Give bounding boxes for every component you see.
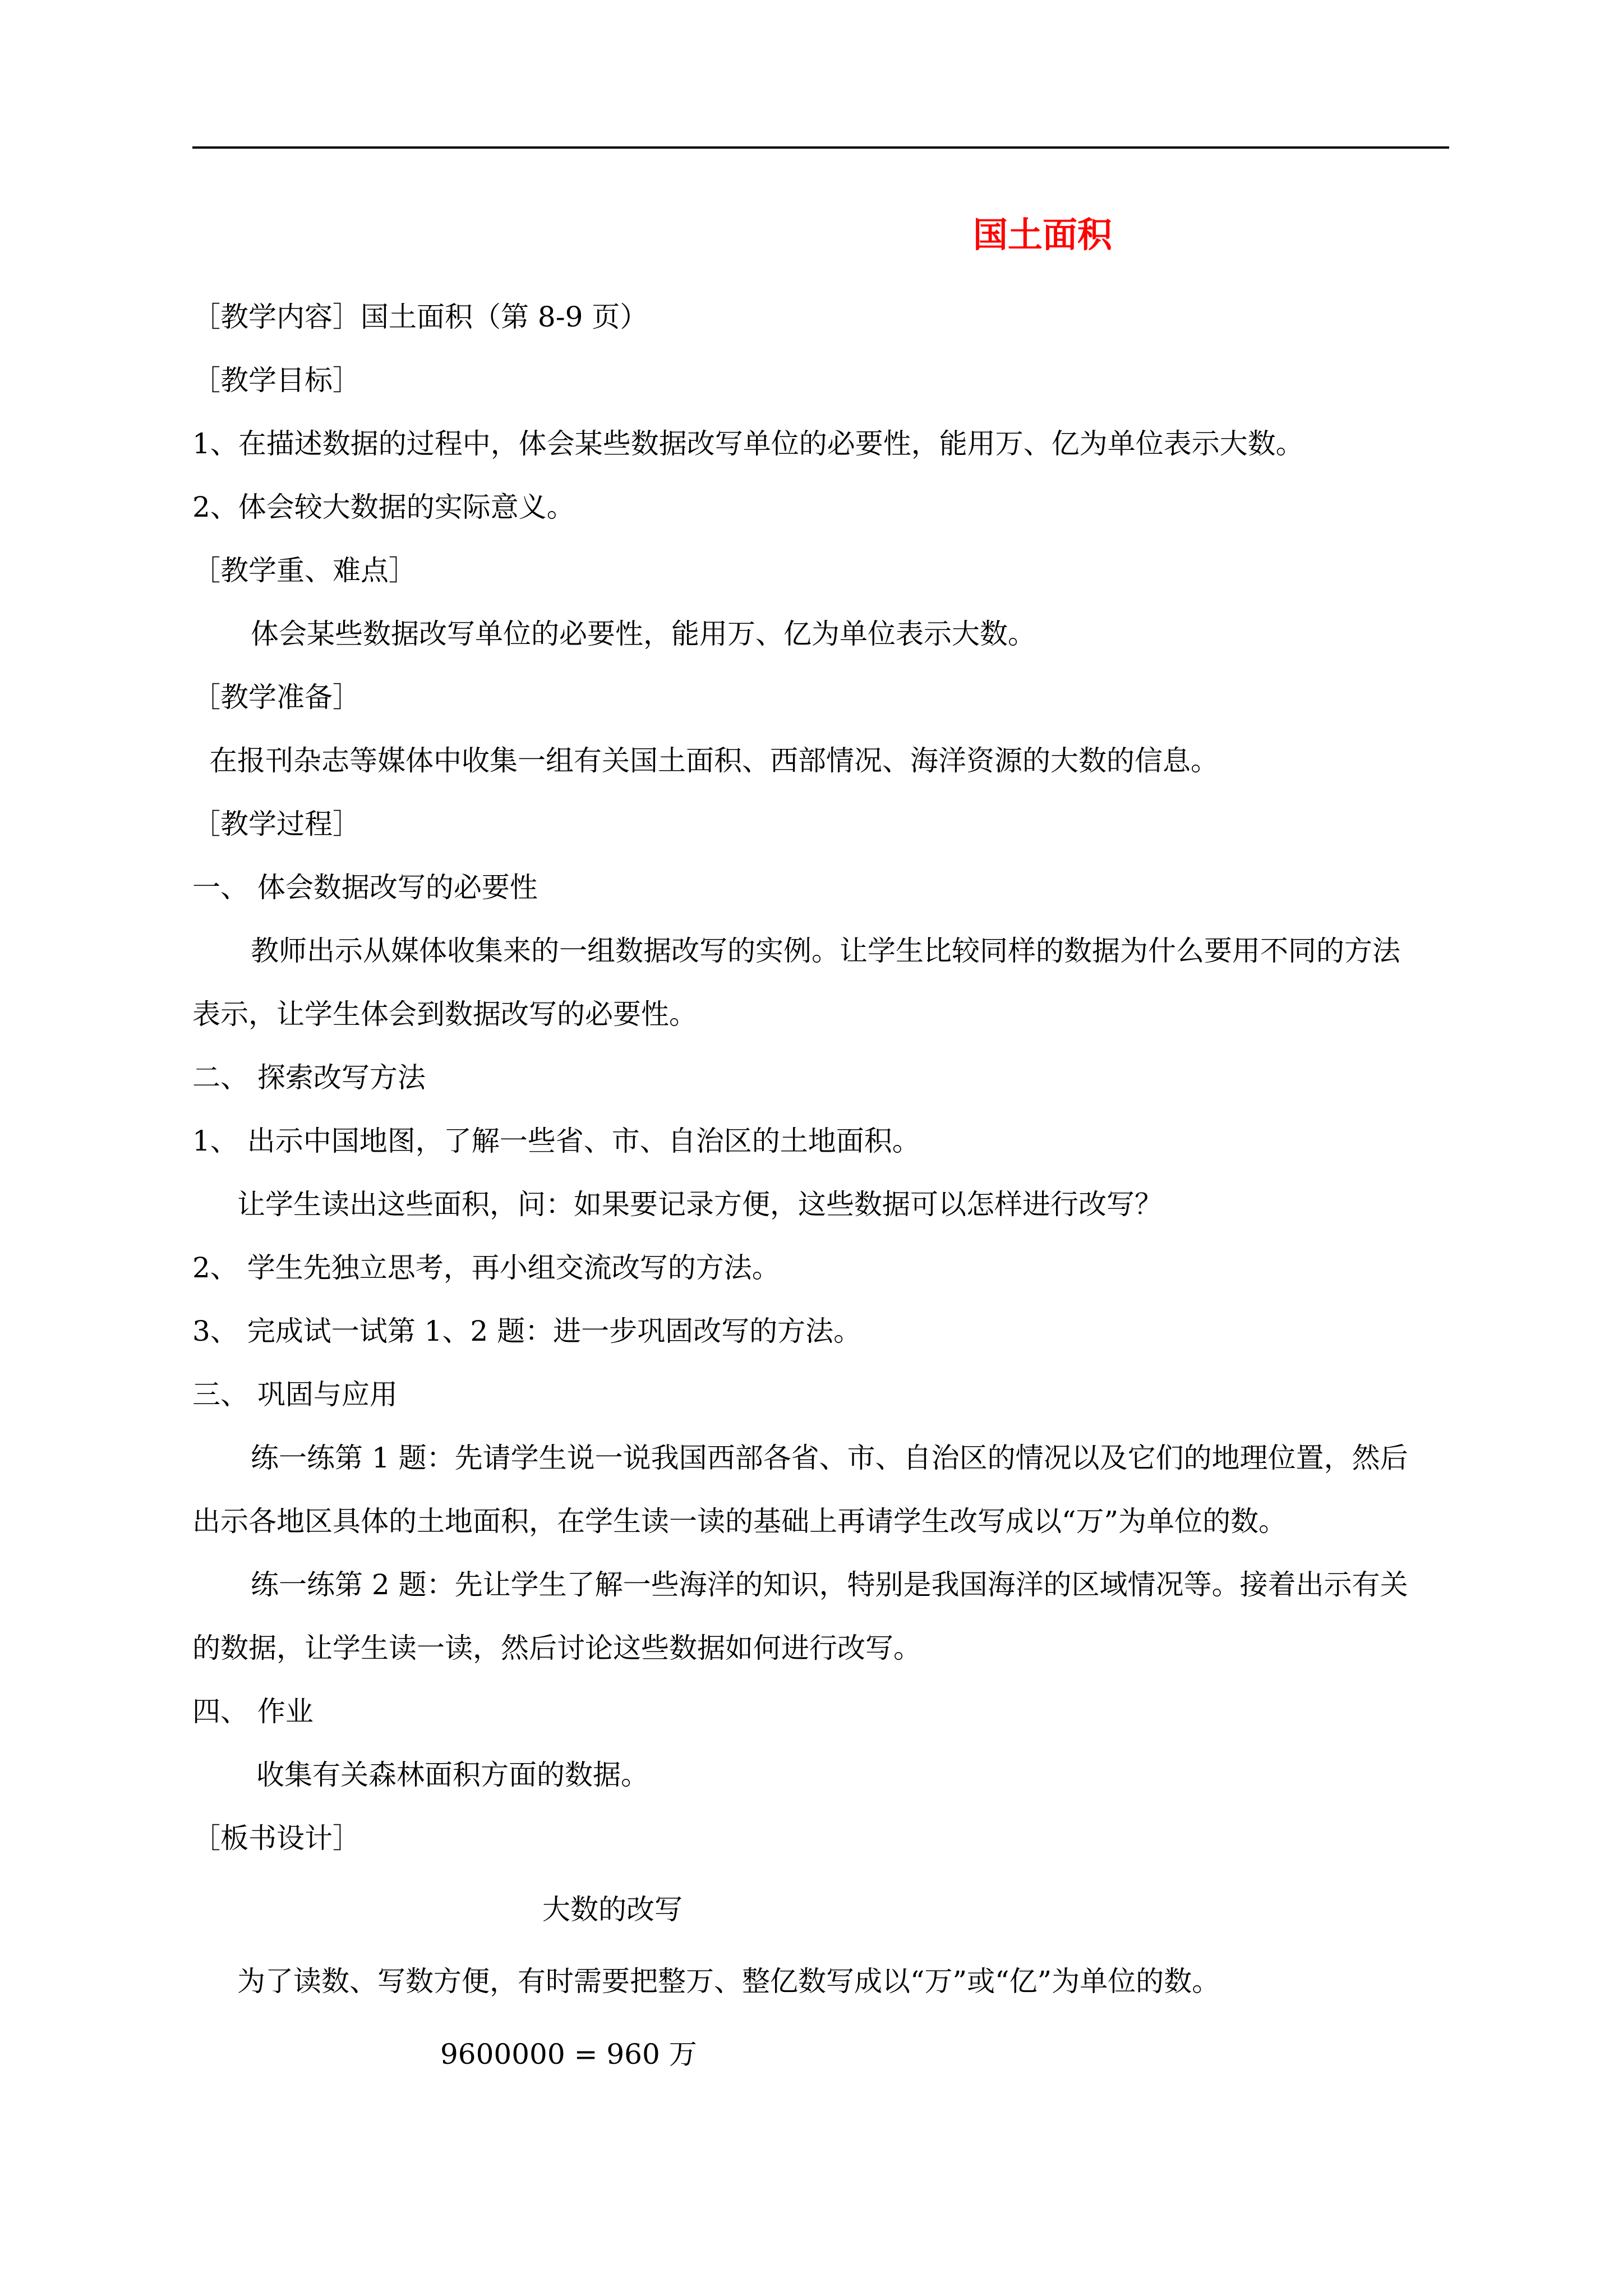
teaching-content-line: ［教学内容］国土面积（第 8-9 页） [192,301,648,333]
process-step-2-item-3: 3、 完成试一试第 1、2 题：进一步巩固改写的方法。 [192,1315,862,1347]
header-rule [192,146,1449,149]
process-step-4-heading: 四、 作业 [192,1695,313,1728]
key-points-text: 体会某些数据改写单位的必要性，能用万、亿为单位表示大数。 [251,618,1036,650]
exercise-1-text-cont: 出示各地区具体的土地面积，在学生读一读的基础上再请学生改写成以“万”为单位的数。 [192,1505,1287,1538]
section-heading-goals: ［教学目标］ [192,364,361,397]
document-title: 国土面积 [973,214,1113,255]
exercise-2-text: 练一练第 2 题：先让学生了解一些海洋的知识，特别是我国海洋的区域情况等。接着出示有关 [251,1568,1408,1601]
process-step-1-heading: 一、 体会数据改写的必要性 [192,871,538,904]
preparation-text: 在报刊杂志等媒体中收集一组有关国土面积、西部情况、海洋资源的大数的信息。 [209,744,1219,777]
exercise-2-text-cont: 的数据，让学生读一读，然后讨论这些数据如何进行改写。 [192,1632,921,1664]
process-step-2-item-2: 2、 学生先独立思考，再小组交流改写的方法。 [192,1251,780,1284]
process-step-1-text: 教师出示从媒体收集来的一组数据改写的实例。让学生比较同样的数据为什么要用不同的方法 [251,935,1400,967]
process-step-2-heading: 二、 探索改写方法 [192,1061,426,1094]
board-design-rule: 为了读数、写数方便，有时需要把整万、整亿数写成以“万”或“亿”为单位的数。 [237,1965,1220,1998]
section-heading-key-points: ［教学重、难点］ [192,554,417,587]
process-step-3-heading: 三、 巩固与应用 [192,1378,398,1411]
homework-text: 收集有关森林面积方面的数据。 [256,1759,649,1791]
section-heading-process: ［教学过程］ [192,808,361,840]
process-step-2-item-1-note: 让学生读出这些面积，问：如果要记录方便，这些数据可以怎样进行改写？ [237,1188,1163,1221]
process-step-1-text-cont: 表示，让学生体会到数据改写的必要性。 [192,998,697,1030]
section-heading-preparation: ［教学准备］ [192,681,361,714]
exercise-1-text: 练一练第 1 题：先请学生说一说我国西部各省、市、自治区的情况以及它们的地理位置，然后 [251,1442,1408,1474]
board-design-title: 大数的改写 [542,1893,683,1926]
process-step-2-item-1: 1、 出示中国地图，了解一些省、市、自治区的土地面积。 [192,1125,920,1157]
goal-item-1: 1、在描述数据的过程中，体会某些数据改写单位的必要性，能用万、亿为单位表示大数。 [192,427,1304,460]
goal-item-2: 2、体会较大数据的实际意义。 [192,491,575,523]
section-heading-board-design: ［板书设计］ [192,1822,361,1855]
board-design-example: 9600000 = 960 万 [440,2038,697,2070]
